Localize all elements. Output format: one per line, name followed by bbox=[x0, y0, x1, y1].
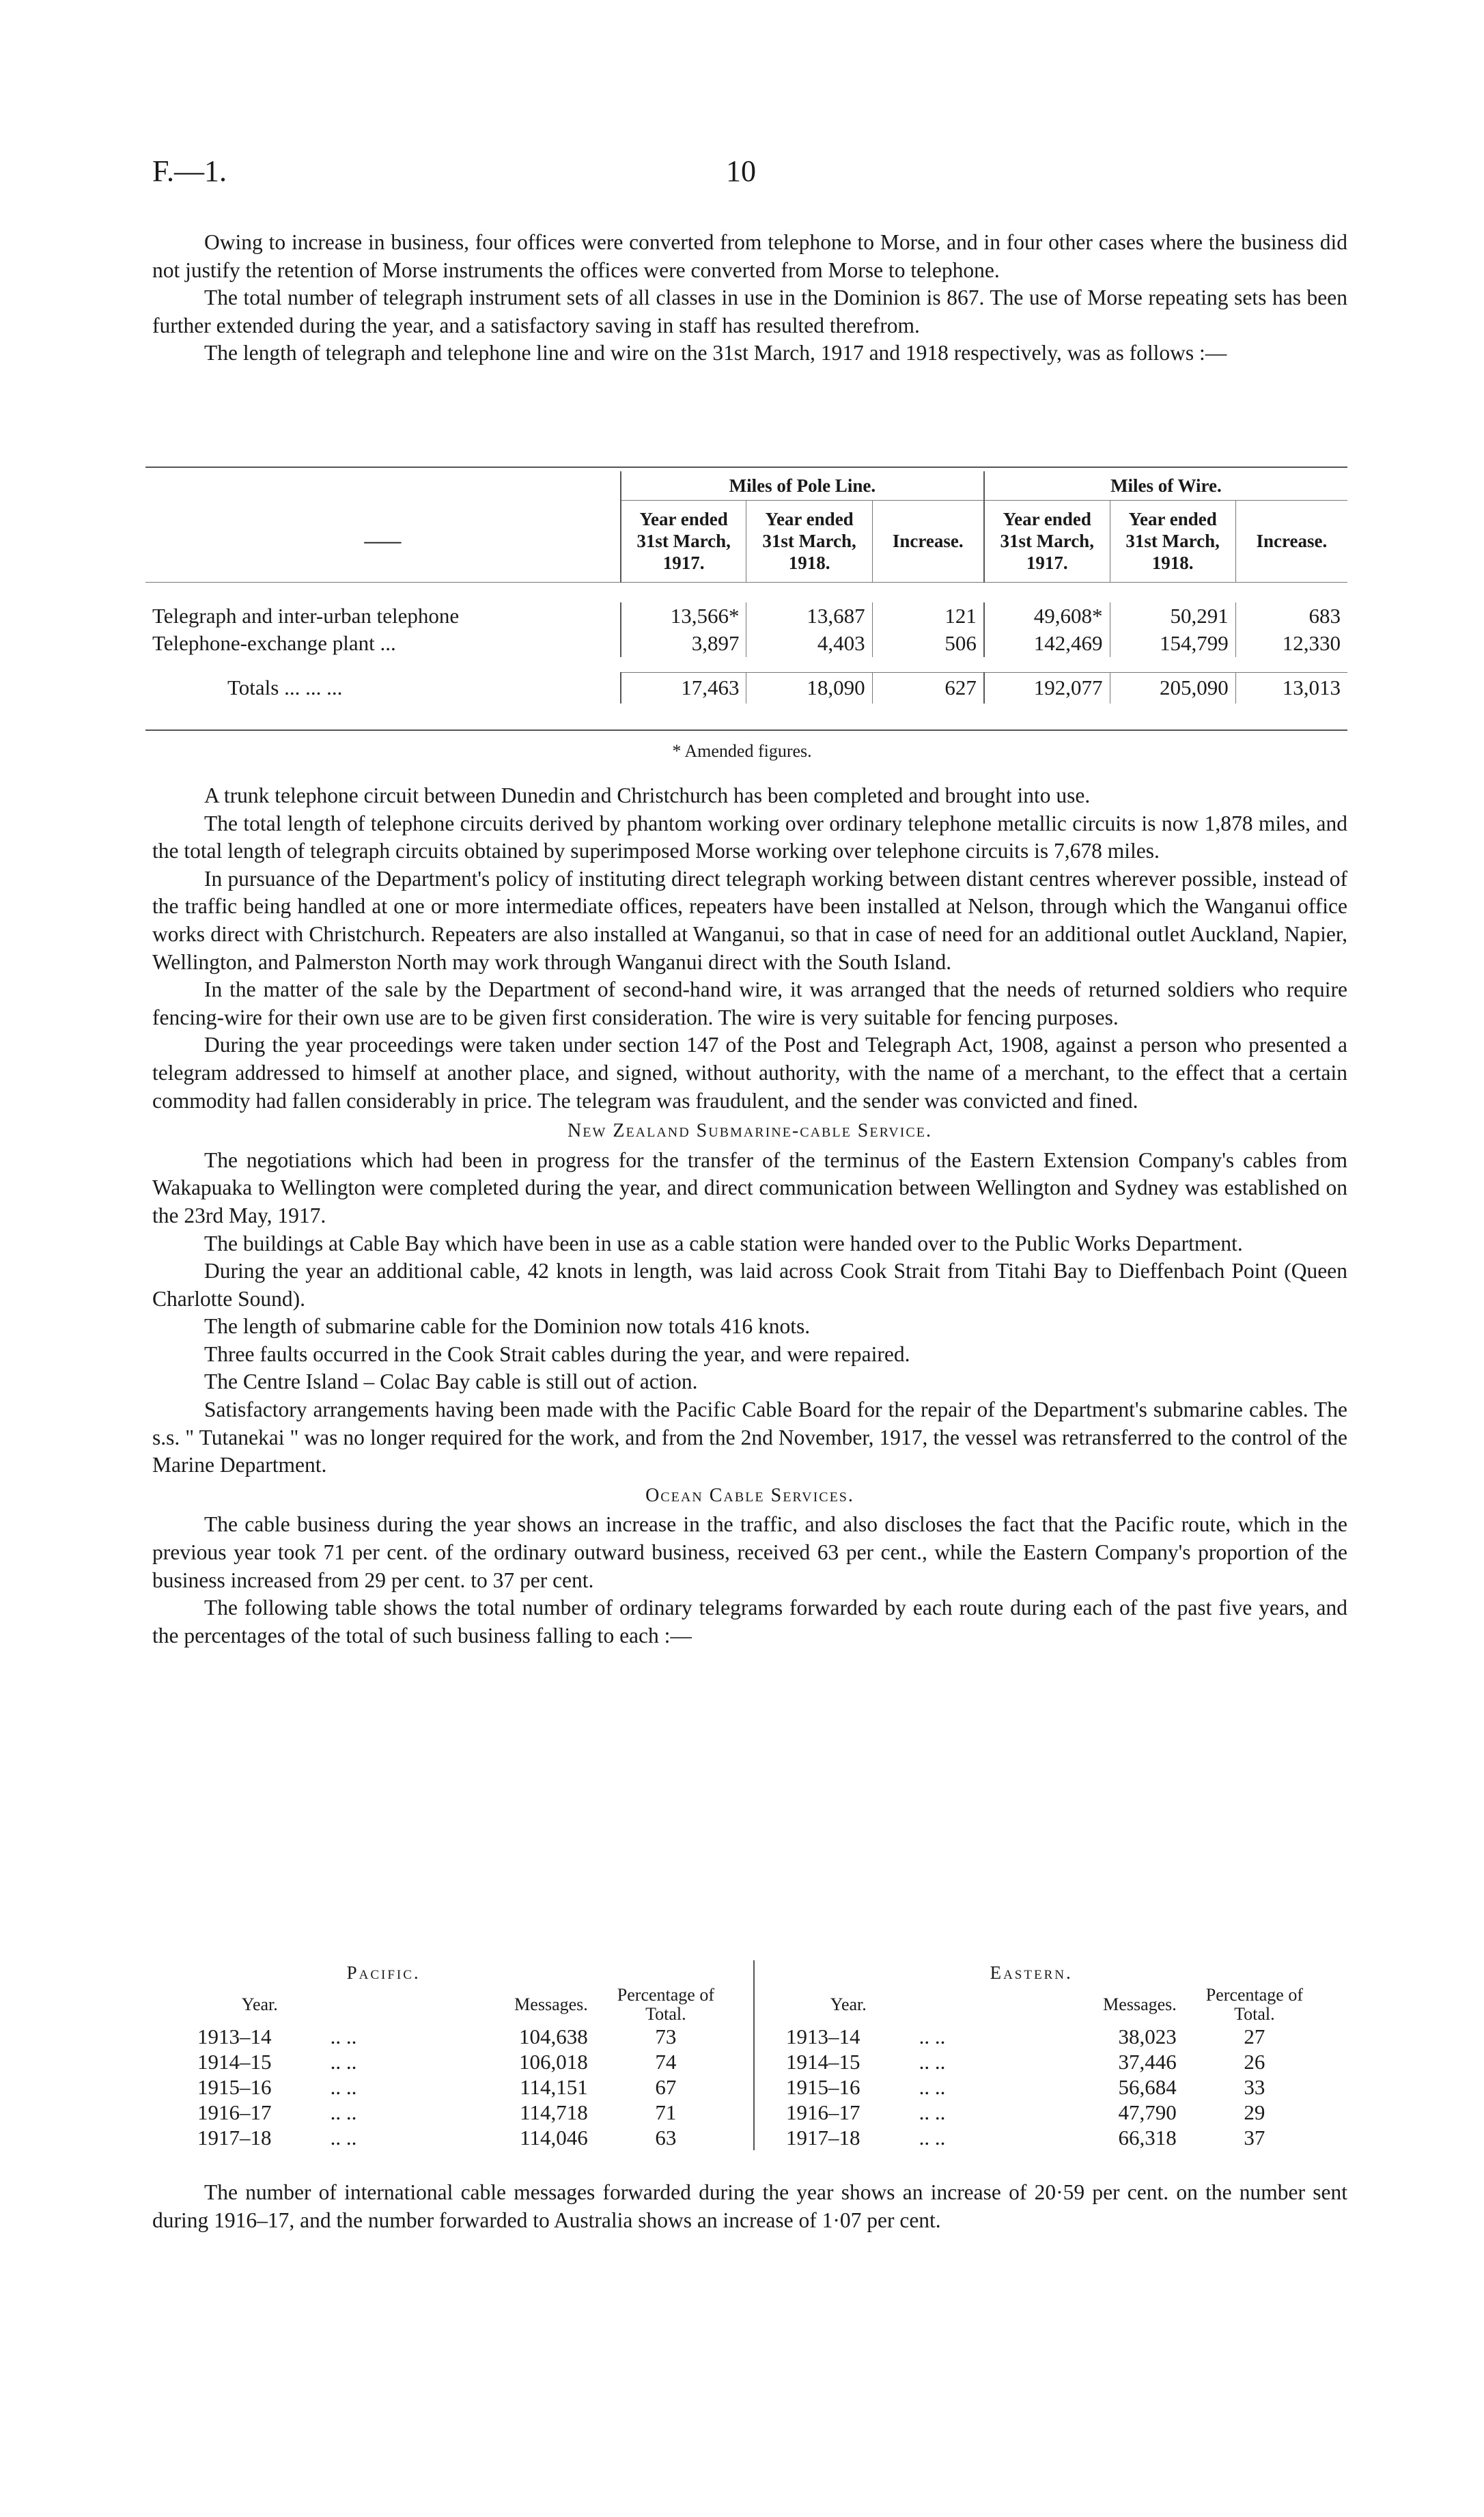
cell: 1916–17 bbox=[786, 2100, 860, 2124]
table-footnote: * Amended figures. bbox=[672, 741, 812, 761]
pacific-title: Pacific. bbox=[346, 1962, 421, 1983]
leader-dots: .. .. bbox=[919, 2050, 946, 2074]
eastern-title: Eastern. bbox=[990, 1962, 1073, 1983]
cell: 4,403 bbox=[746, 630, 872, 657]
cell: 506 bbox=[872, 630, 984, 657]
cell: 37 bbox=[1244, 2126, 1265, 2150]
col-header-1918: Year ended 31st March, 1918. bbox=[1110, 500, 1235, 582]
section-heading-ocean: Ocean Cable Services. bbox=[645, 1484, 854, 1506]
paragraph: In the matter of the sale by the Department of second-hand wire, it was arranged that the needs of returned soldiers who require fencing-wire for their own use are to be given first consideration. The wire is very suitable for fencing purposes. bbox=[152, 977, 1347, 1029]
cell: 12,330 bbox=[1235, 630, 1347, 657]
cell: 33 bbox=[1244, 2075, 1265, 2099]
table-row bbox=[193, 2100, 740, 2125]
cell: 17,463 bbox=[621, 672, 746, 704]
leader-dots: .. .. bbox=[919, 2100, 946, 2124]
paragraph: Owing to increase in business, four offices were converted from telephone to Morse, and in four other cases where the business did not justify the retention of Morse instruments the offices were converted from Morse to telephone. bbox=[152, 230, 1347, 282]
totals-label: Totals ... ... ... bbox=[227, 676, 343, 699]
cell: 26 bbox=[1244, 2050, 1265, 2074]
stub-header: —— bbox=[364, 530, 402, 551]
table-row bbox=[193, 2049, 740, 2074]
col-header-percentage: Percentage of Total. bbox=[617, 1985, 714, 2024]
pacific-table bbox=[193, 1960, 740, 2150]
cell: 192,077 bbox=[984, 672, 1110, 704]
cell: 1915–16 bbox=[786, 2075, 860, 2099]
cell: 114,718 bbox=[520, 2100, 588, 2124]
col-header-messages: Messages. bbox=[514, 1994, 588, 2014]
group-header-pole-line: Miles of Pole Line. bbox=[621, 471, 984, 500]
cell: 63 bbox=[655, 2126, 677, 2150]
leader-dots: .. .. bbox=[919, 2075, 946, 2099]
cell: 71 bbox=[655, 2100, 677, 2124]
table-row bbox=[782, 2049, 1328, 2074]
cell: 74 bbox=[655, 2050, 677, 2074]
cell: 154,799 bbox=[1110, 630, 1235, 657]
group-header-wire: Miles of Wire. bbox=[984, 471, 1347, 500]
cell: 38,023 bbox=[1118, 2025, 1177, 2048]
cell: 1917–18 bbox=[197, 2126, 272, 2150]
paragraph: The total length of telephone circuits derived by phantom working over ordinary telephone metallic circuits is now 1,878 miles, and the total length of telegraph circuits obtained by superimposed Morse working over telephone circuits is 7,678 miles. bbox=[152, 811, 1347, 863]
paragraph: Satisfactory arrangements having been made with the Pacific Cable Board for the repair of the Department's submarine cables. The s.s. " Tutanekai " was no longer required for the work, and from the 2nd November, 1917, the vessel was retransferred to the control of the Marine Department. bbox=[152, 1397, 1347, 1477]
paragraph: In pursuance of the Department's policy of instituting direct telegraph working between distant centres wherever possible, instead of the traffic being handled at one or more intermediate offices, repeaters have been installed at Nelson, through which the Wanganui office works direct with Christchurch. Repeaters are also installed at Wanganui, so that in case of need for an additional outlet Auckland, Napier, Wellington, and Palmerston North may work through Wanganui direct with the South Island. bbox=[152, 866, 1347, 974]
cell: 104,638 bbox=[519, 2025, 588, 2048]
paragraph: The number of international cable messages forwarded during the year shows an increase of 20·59 per cent. on the number sent during 1916–17, and the number forwarded to Australia shows an increase of 1·07 per cent. bbox=[152, 2180, 1347, 2232]
cell: 683 bbox=[1235, 602, 1347, 630]
cell: 142,469 bbox=[984, 630, 1110, 657]
totals-row bbox=[145, 672, 1347, 704]
col-header-year: Year. bbox=[241, 1994, 278, 2014]
leader-dots: .. .. bbox=[330, 2126, 357, 2150]
row-label: Telephone-exchange plant ... bbox=[152, 631, 396, 655]
col-header-1917: Year ended 31st March, 1917. bbox=[621, 500, 746, 582]
table-row bbox=[782, 2074, 1328, 2100]
leader-dots: .. .. bbox=[330, 2025, 357, 2048]
cell: 1913–14 bbox=[786, 2025, 860, 2048]
cell: 1913–14 bbox=[197, 2025, 272, 2048]
intro-text bbox=[152, 229, 1347, 367]
cell: 67 bbox=[655, 2075, 677, 2099]
closing-text bbox=[152, 2179, 1347, 2234]
body-text bbox=[152, 782, 1347, 1650]
cell: 1914–15 bbox=[197, 2050, 272, 2074]
leader-dots: .. .. bbox=[330, 2075, 357, 2099]
cell: 13,566* bbox=[621, 602, 746, 630]
table-row bbox=[782, 2100, 1328, 2125]
cell: 3,897 bbox=[621, 630, 746, 657]
cell: 29 bbox=[1244, 2100, 1265, 2124]
table-rule bbox=[145, 467, 1347, 468]
table-row bbox=[193, 2074, 740, 2100]
cell: 121 bbox=[872, 602, 984, 630]
paragraph: The following table shows the total number of ordinary telegrams forwarded by each route during each of the past five years, and the percentages of the total of such business falling to each :— bbox=[152, 1596, 1347, 1647]
paragraph: The negotiations which had been in progress for the transfer of the terminus of the Eastern Extension Company's cables from Wakapuaka to Wellington were completed during the year, and direct communication between Wellington and Sydney was established on the 23rd May, 1917. bbox=[152, 1148, 1347, 1227]
cell: 627 bbox=[872, 672, 984, 704]
cell: 47,790 bbox=[1118, 2100, 1177, 2124]
cell: 205,090 bbox=[1110, 672, 1235, 704]
cell: 13,687 bbox=[746, 602, 872, 630]
paragraph: The cable business during the year shows an increase in the traffic, and also discloses the fact that the Pacific route, which in the previous year took 71 per cent. of the ordinary outward business, received 63 per cent., while the Eastern Company's proportion of the business increased from 29 per cent. to 37 per cent. bbox=[152, 1512, 1347, 1592]
table-row bbox=[145, 602, 1347, 630]
leader-dots: .. .. bbox=[330, 2050, 357, 2074]
cell: 50,291 bbox=[1110, 602, 1235, 630]
col-header-1918: Year ended 31st March, 1918. bbox=[746, 500, 872, 582]
table-row bbox=[145, 630, 1347, 657]
cell: 66,318 bbox=[1118, 2126, 1177, 2150]
col-header-1917: Year ended 31st March, 1917. bbox=[984, 500, 1110, 582]
cell: 18,090 bbox=[746, 672, 872, 704]
col-header-increase: Increase. bbox=[872, 500, 984, 582]
cell: 1914–15 bbox=[786, 2050, 860, 2074]
cell: 73 bbox=[655, 2025, 677, 2048]
paragraph: The Centre Island – Colac Bay cable is still out of action. bbox=[204, 1369, 698, 1394]
table-row bbox=[782, 2024, 1328, 2049]
cell: 114,046 bbox=[520, 2126, 588, 2150]
cable-routes-table bbox=[193, 1960, 1354, 2150]
row-label: Telegraph and inter-urban telephone bbox=[152, 604, 460, 628]
paragraph: The length of telegraph and telephone line and wire on the 31st March, 1917 and 1918 respectively, was as follows :— bbox=[204, 341, 1227, 365]
paragraph: Three faults occurred in the Cook Strait cables during the year, and were repaired. bbox=[204, 1341, 910, 1366]
eastern-table bbox=[782, 1960, 1328, 2150]
leader-dots: .. .. bbox=[330, 2100, 357, 2124]
cell: 1916–17 bbox=[197, 2100, 272, 2124]
col-header-year: Year. bbox=[830, 1994, 867, 2014]
wire-table bbox=[145, 471, 1347, 704]
paragraph: During the year proceedings were taken under section 147 of the Post and Telegraph Act, 1908, against a person who presented a telegram addressed to himself at another place, and signed, without authority, with the name of a merchant, to the effect that a certain commodity had fallen considerably in price. The telegram was fraudulent, and the sender was convicted and fined. bbox=[152, 1033, 1347, 1113]
paragraph: The length of submarine cable for the Dominion now totals 416 knots. bbox=[204, 1314, 811, 1339]
cell: 1917–18 bbox=[786, 2126, 860, 2150]
col-header-messages: Messages. bbox=[1103, 1994, 1177, 2014]
table-rule bbox=[145, 729, 1347, 731]
cell: 27 bbox=[1244, 2025, 1265, 2048]
paragraph: A trunk telephone circuit between Dunedin and Christchurch has been completed and brought into use. bbox=[204, 783, 1091, 807]
cell: 56,684 bbox=[1118, 2075, 1177, 2099]
paragraph: The buildings at Cable Bay which have been in use as a cable station were handed over to the Public Works Department. bbox=[204, 1231, 1243, 1255]
col-header-increase: Increase. bbox=[1235, 500, 1347, 582]
cell: 106,018 bbox=[519, 2050, 588, 2074]
table-row bbox=[193, 2024, 740, 2049]
document-series-label: F.—1. bbox=[152, 154, 227, 188]
page-number: 10 bbox=[726, 154, 756, 188]
section-heading-submarine: New Zealand Submarine-cable Service. bbox=[568, 1120, 932, 1142]
col-header-percentage: Percentage of Total. bbox=[1205, 1985, 1303, 2024]
table-row bbox=[782, 2125, 1328, 2150]
leader-dots: .. .. bbox=[919, 2126, 946, 2150]
table-divider bbox=[753, 1960, 755, 2150]
leader-dots: .. .. bbox=[919, 2025, 946, 2048]
cell: 37,446 bbox=[1118, 2050, 1177, 2074]
cell: 114,151 bbox=[520, 2075, 588, 2099]
cell: 13,013 bbox=[1235, 672, 1347, 704]
cell: 1915–16 bbox=[197, 2075, 272, 2099]
table-row bbox=[193, 2125, 740, 2150]
paragraph: During the year an additional cable, 42 knots in length, was laid across Cook Strait from Titahi Bay to Dieffenbach Point (Queen Charlotte Sound). bbox=[152, 1259, 1347, 1311]
cell: 49,608* bbox=[984, 602, 1110, 630]
paragraph: The total number of telegraph instrument sets of all classes in use in the Dominion is 867. The use of Morse repeating sets has been further extended during the year, and a satisfactory saving in staff has resulted therefrom. bbox=[152, 286, 1347, 337]
